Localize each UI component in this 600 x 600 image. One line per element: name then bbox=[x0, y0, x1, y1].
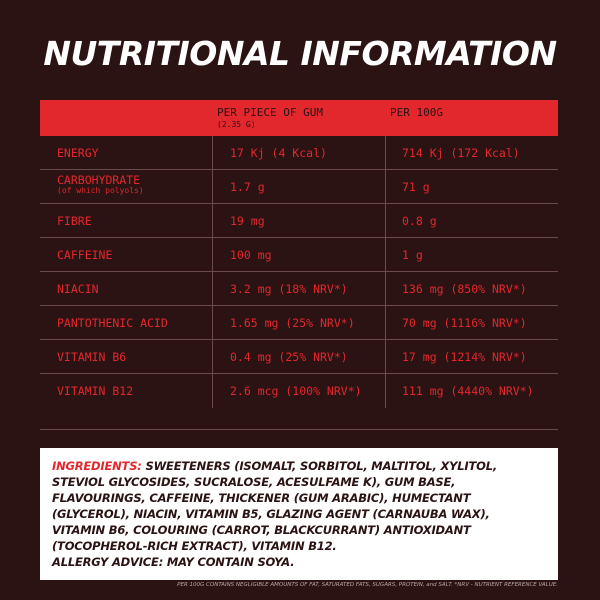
header-per-100g: PER 100G bbox=[390, 106, 443, 119]
nutrient-name: VITAMIN B6 bbox=[57, 350, 127, 364]
per-piece-value: 1.65 mg (25% NRV*) bbox=[230, 316, 355, 330]
table-row bbox=[40, 272, 558, 306]
per-100g-value: 1 g bbox=[402, 248, 423, 262]
ingredients-box bbox=[40, 448, 558, 580]
table-row bbox=[40, 306, 558, 340]
nutrient-name: CAFFEINE bbox=[57, 248, 113, 262]
per-100g-value: 71 g bbox=[402, 180, 430, 194]
per-piece-value: 3.2 mg (18% NRV*) bbox=[230, 282, 348, 296]
per-100g-value: 70 mg (1116% NRV*) bbox=[402, 316, 527, 330]
header-per-piece: PER PIECE OF GUM bbox=[217, 106, 323, 119]
table-row bbox=[40, 340, 558, 374]
per-piece-value: 1.7 g bbox=[230, 180, 265, 194]
table-row bbox=[40, 136, 558, 170]
ingredients-text: SWEETENERS (ISOMALT, SORBITOL, MALTITOL, XYLITOL, STEVIOL GLYCOSIDES, SUCRALOSE, ACESULFAME K), GUM BASE, FLAVOURINGS, CAFFEINE, THICKENER (GUM ARABIC), HUMECTANT (GLYCEROL), NIACIN, VITAMIN B5, GLAZING AGENT (CARNAUBA WAX), VITAMIN B6, COLOURING (CARROT, BLACKCURRANT) ANTIOXIDANT (TOCOPHEROL-RICH EXTRACT), VITAMIN B12. bbox=[52, 459, 498, 553]
nutrient-label: CARBOHYDRATE bbox=[57, 173, 141, 187]
per-100g-value: 136 mg (850% NRV*) bbox=[402, 282, 527, 296]
nutrient-name: VITAMIN B12 bbox=[57, 384, 134, 398]
nutrient-sublabel: (of which polyols) bbox=[57, 186, 144, 195]
footnote: PER 100G CONTAINS NEGLIGIBLE AMOUNTS OF FAT, SATURATED FATS, SUGARS, PROTEIN, and SALT. *NRV - NUTRIENT REFERENCE VALUE. bbox=[177, 582, 558, 588]
allergy-advice: ALLERGY ADVICE: MAY CONTAIN SOYA. bbox=[52, 555, 295, 569]
table-row bbox=[40, 374, 558, 408]
nutrient-name: NIACIN bbox=[57, 282, 99, 296]
per-100g-value: 111 mg (4440% NRV*) bbox=[402, 384, 534, 398]
nutrient-name: ENERGY bbox=[57, 146, 99, 160]
per-piece-value: 17 Kj (4 Kcal) bbox=[230, 146, 327, 160]
per-100g-value: 714 Kj (172 Kcal) bbox=[402, 146, 520, 160]
nutrient-name: PANTOTHENIC ACID bbox=[57, 316, 168, 330]
table-body bbox=[40, 136, 558, 408]
per-piece-value: 2.6 mcg (100% NRV*) bbox=[230, 384, 362, 398]
ingredients-label: INGREDIENTS: bbox=[52, 459, 142, 473]
table-row bbox=[40, 238, 558, 272]
table-row bbox=[40, 204, 558, 238]
header-per-piece-sub: (2.35 G) bbox=[217, 120, 256, 129]
page-title: NUTRITIONAL INFORMATION bbox=[43, 34, 557, 73]
per-piece-value: 19 mg bbox=[230, 214, 265, 228]
nutrient-name bbox=[57, 174, 207, 195]
per-100g-value: 17 mg (1214% NRV*) bbox=[402, 350, 527, 364]
nutrition-table bbox=[40, 100, 558, 430]
table-row bbox=[40, 170, 558, 204]
per-100g-value: 0.8 g bbox=[402, 214, 437, 228]
table-header bbox=[40, 100, 558, 136]
per-piece-value: 100 mg bbox=[230, 248, 272, 262]
per-piece-value: 0.4 mg (25% NRV*) bbox=[230, 350, 348, 364]
nutrient-name: FIBRE bbox=[57, 214, 92, 228]
